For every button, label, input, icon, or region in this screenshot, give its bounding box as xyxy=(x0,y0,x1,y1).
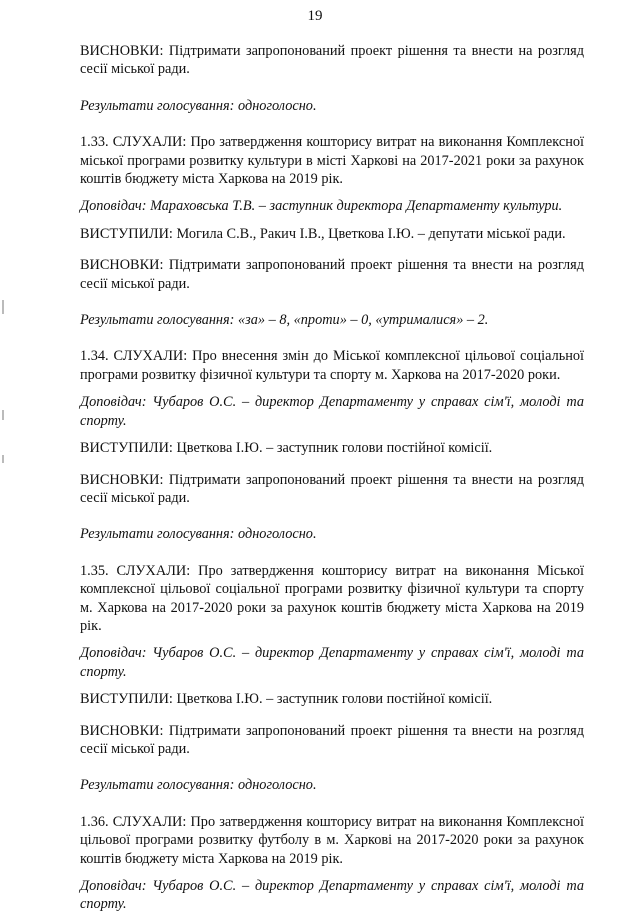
scan-artifact xyxy=(2,410,4,420)
heard-label: 1.36. СЛУХАЛИ: xyxy=(80,813,187,830)
speaker-line: Доповідач: Чубаров О.С. – директор Департаменту у справах сім'ї, молоді та спорту. xyxy=(80,878,584,913)
conclusions-text: Підтримати запропонований проект рішення та внести на розгляд сесії міської ради. xyxy=(80,722,584,757)
spoke-text: Цветкова І.Ю. – заступник голови постійної комісії. xyxy=(172,440,493,457)
heard-label: 1.35. СЛУХАЛИ: xyxy=(80,562,191,579)
spoke-label: ВИСТУПИЛИ: xyxy=(80,440,173,457)
spoke-paragraph xyxy=(80,690,584,708)
spoke-text: Могила С.В., Ракич І.В., Цветкова І.Ю. – депутати міської ради. xyxy=(172,225,566,242)
spoke-label: ВИСТУПИЛИ: xyxy=(80,691,173,708)
page-number: 19 xyxy=(307,8,323,24)
conclusions-text: Підтримати запропонований проект рішення та внести на розгляд сесії міської ради. xyxy=(80,471,584,506)
conclusions-text: Підтримати запропонований проект рішення та внести на розгляд сесії міської ради. xyxy=(80,43,584,78)
conclusions-label: ВИСНОВКИ: xyxy=(80,471,164,488)
heard-text: Про затвердження кошторису витрат на виконання Комплексної цільової програми розвитку футболу в м. Харкові на 2017-2020 роки за рахунок коштів бюджету міста Харкова на 2019 рік. xyxy=(80,813,584,867)
spoke-label: ВИСТУПИЛИ: xyxy=(80,225,173,242)
speaker-line: Доповідач: Мараховська Т.В. – заступник директора Департаменту культури. xyxy=(80,198,563,215)
document-body xyxy=(80,42,584,914)
heard-text: Про затвердження кошторису витрат на виконання Комплексної міської програми розвитку культури в місті Харкові на 2017-2021 роки за рахунок коштів бюджету міста Харкова на 2019 рік. xyxy=(80,134,584,188)
conclusions-paragraph xyxy=(80,42,584,79)
voting-result: Результати голосування: одноголосно. xyxy=(80,526,317,543)
heard-label: 1.34. СЛУХАЛИ: xyxy=(80,348,188,365)
conclusions-label: ВИСНОВКИ: xyxy=(80,43,164,59)
agenda-item-1-36 xyxy=(80,813,584,868)
scan-artifact xyxy=(2,300,4,314)
conclusions-paragraph xyxy=(80,722,584,759)
voting-result: Результати голосування: одноголосно. xyxy=(80,777,317,794)
conclusions-label: ВИСНОВКИ: xyxy=(80,722,164,739)
spoke-paragraph xyxy=(80,439,584,457)
conclusions-paragraph xyxy=(80,256,584,293)
voting-result: Результати голосування: «за» – 8, «проти» – 0, «утрималися» – 2. xyxy=(80,312,489,329)
voting-result: Результати голосування: одноголосно. xyxy=(80,97,317,114)
conclusions-label: ВИСНОВКИ: xyxy=(80,257,164,274)
heard-text: Про затвердження кошторису витрат на виконання Міської комплексної цільової соціальної програми розвитку фізичної культури та спорту м. Харкова на 2017-2020 роки за рахунок коштів бюджету міста Харкова на 2019 рік. xyxy=(80,562,584,634)
speaker-line: Доповідач: Чубаров О.С. – директор Департаменту у справах сім'ї, молоді та спорту. xyxy=(80,394,584,429)
conclusions-text: Підтримати запропонований проект рішення та внести на розгляд сесії міської ради. xyxy=(80,257,584,292)
conclusions-paragraph xyxy=(80,471,584,508)
agenda-item-1-34 xyxy=(80,347,584,384)
agenda-item-1-35 xyxy=(80,562,584,636)
scan-artifact xyxy=(2,455,4,463)
spoke-paragraph xyxy=(80,225,584,243)
heard-label: 1.33. СЛУХАЛИ: xyxy=(80,134,187,151)
heard-text: Про внесення змін до Міської комплексної цільової соціальної програми розвитку фізичної культури та спорту м. Харкова на 2017-2020 роки. xyxy=(80,348,585,383)
agenda-item-1-33 xyxy=(80,133,584,188)
spoke-text: Цветкова І.Ю. – заступник голови постійної комісії. xyxy=(172,691,493,708)
speaker-line: Доповідач: Чубаров О.С. – директор Департаменту у справах сім'ї, молоді та спорту. xyxy=(80,645,584,680)
